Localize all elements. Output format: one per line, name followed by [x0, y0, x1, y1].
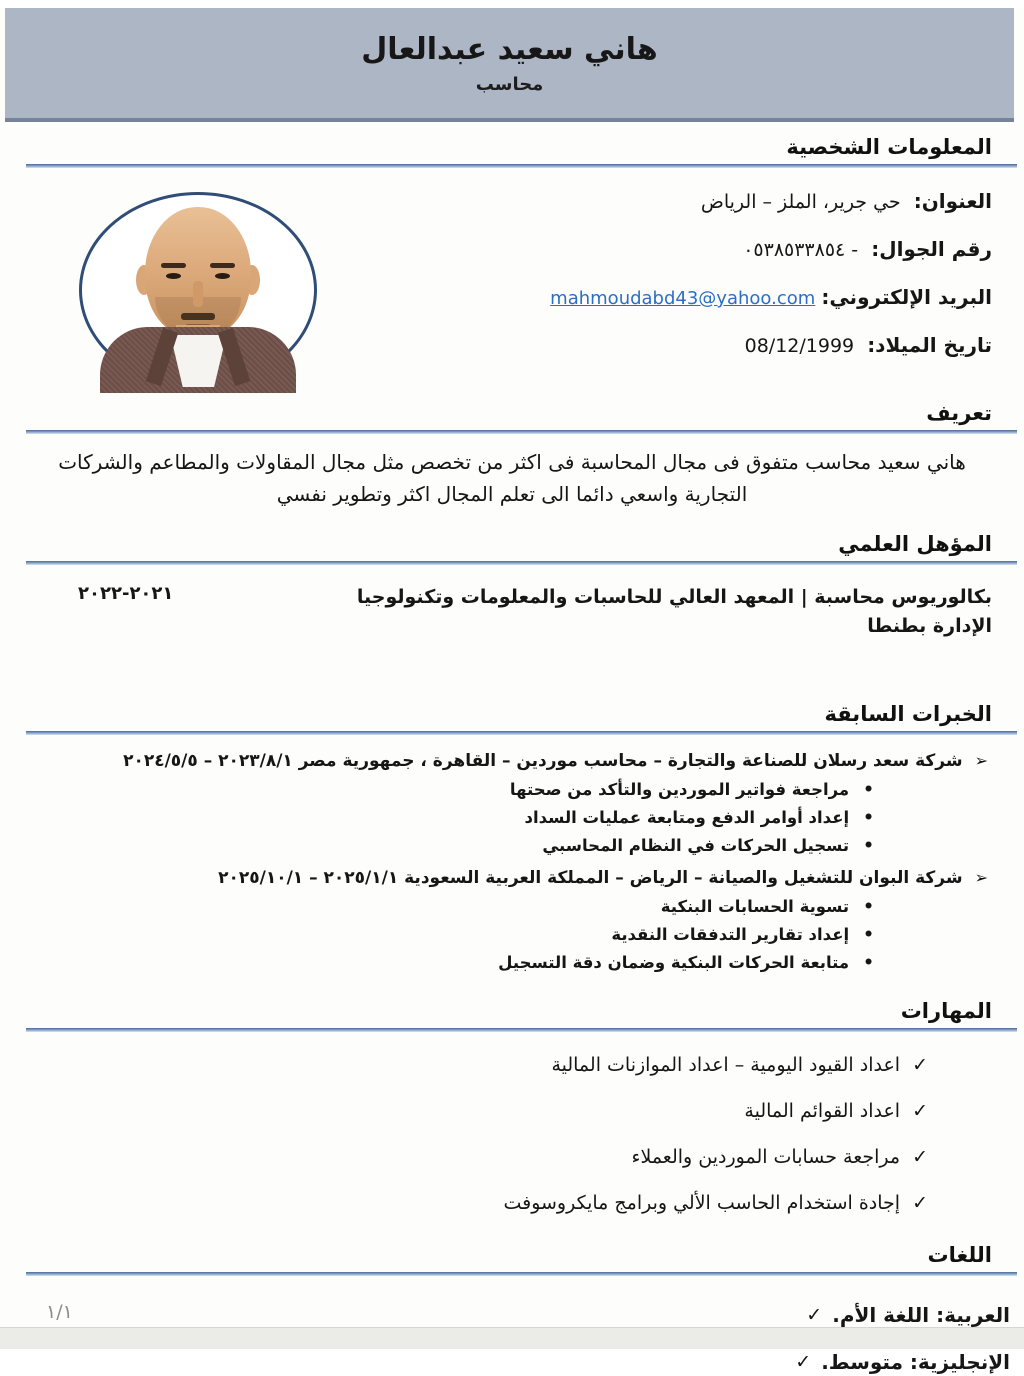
birthdate-label: تاريخ الميلاد:	[867, 333, 992, 357]
section-heading-languages: اللغات	[927, 1243, 992, 1267]
skill-text: مراجعة حسابات الموردين والعملاء	[631, 1146, 901, 1168]
job-duty-row	[0, 802, 1024, 830]
language-text: الإنجليزية: متوسط.	[821, 1350, 1010, 1374]
phone-label: رقم الجوال:	[871, 237, 992, 261]
job-duty-row	[0, 947, 1024, 975]
page-number: ١/١	[46, 1301, 73, 1323]
section-divider	[26, 561, 1017, 565]
section-heading-education: المؤهل العلمي	[838, 532, 992, 556]
email-label: البريد الإلكتروني:	[821, 285, 992, 309]
personal-info-rows	[397, 188, 1024, 388]
photo-column	[0, 188, 397, 388]
job-title: شركة البوان للتشغيل والصيانة – الرياض – المملكة العربية السعودية ٢٠٢٥/١/١ – ٢٠٢٥/١٠/١	[218, 868, 963, 888]
check-icon: ✓	[912, 1146, 928, 1168]
skill-item	[0, 1098, 1024, 1125]
header-band	[5, 8, 1014, 122]
about-text: هاني سعيد محاسب متفوق فى مجال المحاسبة فى اكثر من تخصص مثل مجال المقاولات والمطاعم والشركات التجارية واسعي دائما الى تعلم المجال اكثر وتطوير نفسي	[58, 450, 966, 506]
photo-eyebrow	[210, 263, 235, 268]
skill-text: اعداد القيود اليومية – اعداد الموازنات المالية	[551, 1054, 901, 1076]
birthdate-row	[397, 332, 992, 360]
education-years: ٢٠٢١-٢٠٢٢	[78, 583, 174, 604]
job-duty: مراجعة فواتير الموردين والتأكد من صحتها	[509, 780, 850, 799]
language-text: العربية: اللغة الأم.	[832, 1303, 1010, 1327]
phone-value: - ٠٥٣٨٥٣٣٨٥٤	[743, 239, 859, 261]
section-heading-about: تعريف	[926, 401, 992, 425]
job-title: شركة سعد رسلان للصناعة والتجارة – محاسب موردين – القاهرة ، جمهورية مصر ٢٠٢٣/٨/١ – ٢٠٢٤/٥/٥	[123, 751, 963, 771]
check-icon: ✓	[912, 1054, 928, 1076]
section-divider	[26, 1272, 1017, 1276]
skill-item	[0, 1144, 1024, 1171]
section-divider	[26, 430, 1017, 434]
check-icon: ✓	[912, 1192, 928, 1214]
language-item	[0, 1349, 1024, 1376]
address-row	[397, 188, 992, 216]
section-divider	[26, 164, 1017, 168]
section-heading-skills: المهارات	[900, 999, 992, 1023]
scan-bottom-edge	[0, 1327, 1024, 1349]
dot-bullet-icon: •	[863, 925, 874, 945]
education-degree: بكالوريوس محاسبة | المعهد العالي للحاسبات والمعلومات وتكنولوجيا الإدارة بطنطا	[356, 586, 992, 637]
job-duty: تسوية الحسابات البنكية	[660, 897, 850, 916]
person-job-title: محاسب	[475, 73, 544, 95]
personal-info-block	[0, 188, 1024, 388]
job-title-row	[0, 864, 1024, 891]
section-divider	[26, 1028, 1017, 1032]
photo-mustache	[181, 313, 215, 320]
dot-bullet-icon: •	[863, 836, 874, 856]
job-duty: إعداد تقارير التدفقات النقدية	[611, 925, 850, 944]
photo-eyebrow	[161, 263, 186, 268]
section-heading-experience: الخبرات السابقة	[824, 702, 992, 726]
section-heading-personal: المعلومات الشخصية	[786, 135, 992, 159]
person-name: هاني سعيد عبدالعال	[361, 31, 658, 67]
job-duty: إعداد أوامر الدفع ومتابعة عمليات السداد	[524, 808, 850, 827]
job-duty: متابعة الحركات البنكية وضمان دقة التسجيل	[498, 953, 850, 972]
section-divider	[26, 731, 1017, 735]
dot-bullet-icon: •	[863, 808, 874, 828]
job-duty-row	[0, 774, 1024, 802]
skill-item	[0, 1052, 1024, 1079]
address-value: حي جرير، الملز – الرياض	[700, 191, 901, 213]
birthdate-value: 08/12/1999	[744, 335, 855, 357]
job-duty: تسجيل الحركات في النظام المحاسبي	[542, 836, 850, 855]
dot-bullet-icon: •	[863, 780, 874, 800]
skill-text: اعداد القوائم المالية	[744, 1100, 901, 1122]
arrow-bullet-icon: ➢	[974, 868, 988, 887]
arrow-bullet-icon: ➢	[974, 751, 988, 770]
dot-bullet-icon: •	[863, 897, 874, 917]
photo-nose	[193, 281, 203, 307]
job-title-row	[0, 747, 1024, 774]
skill-item	[0, 1190, 1024, 1217]
cv-page	[0, 8, 1024, 1374]
check-icon: ✓	[912, 1100, 928, 1122]
dot-bullet-icon: •	[863, 953, 874, 973]
job-duty-row	[0, 919, 1024, 947]
check-icon: ✓	[806, 1304, 823, 1326]
address-label: العنوان:	[913, 189, 992, 213]
job-duty-row	[0, 891, 1024, 919]
experience-block	[0, 747, 1024, 975]
skills-list	[0, 1052, 1024, 1217]
profile-photo	[79, 192, 317, 388]
job-duty-row	[0, 830, 1024, 858]
education-row	[78, 583, 992, 640]
phone-row	[397, 236, 992, 264]
email-row	[397, 284, 992, 312]
skill-text: إجادة استخدام الحاسب الألي وبرامج مايكروسوفت	[503, 1192, 901, 1214]
check-icon: ✓	[795, 1351, 812, 1373]
language-item	[0, 1302, 1024, 1329]
email-link[interactable]: mahmoudabd43@yahoo.com	[550, 288, 816, 309]
